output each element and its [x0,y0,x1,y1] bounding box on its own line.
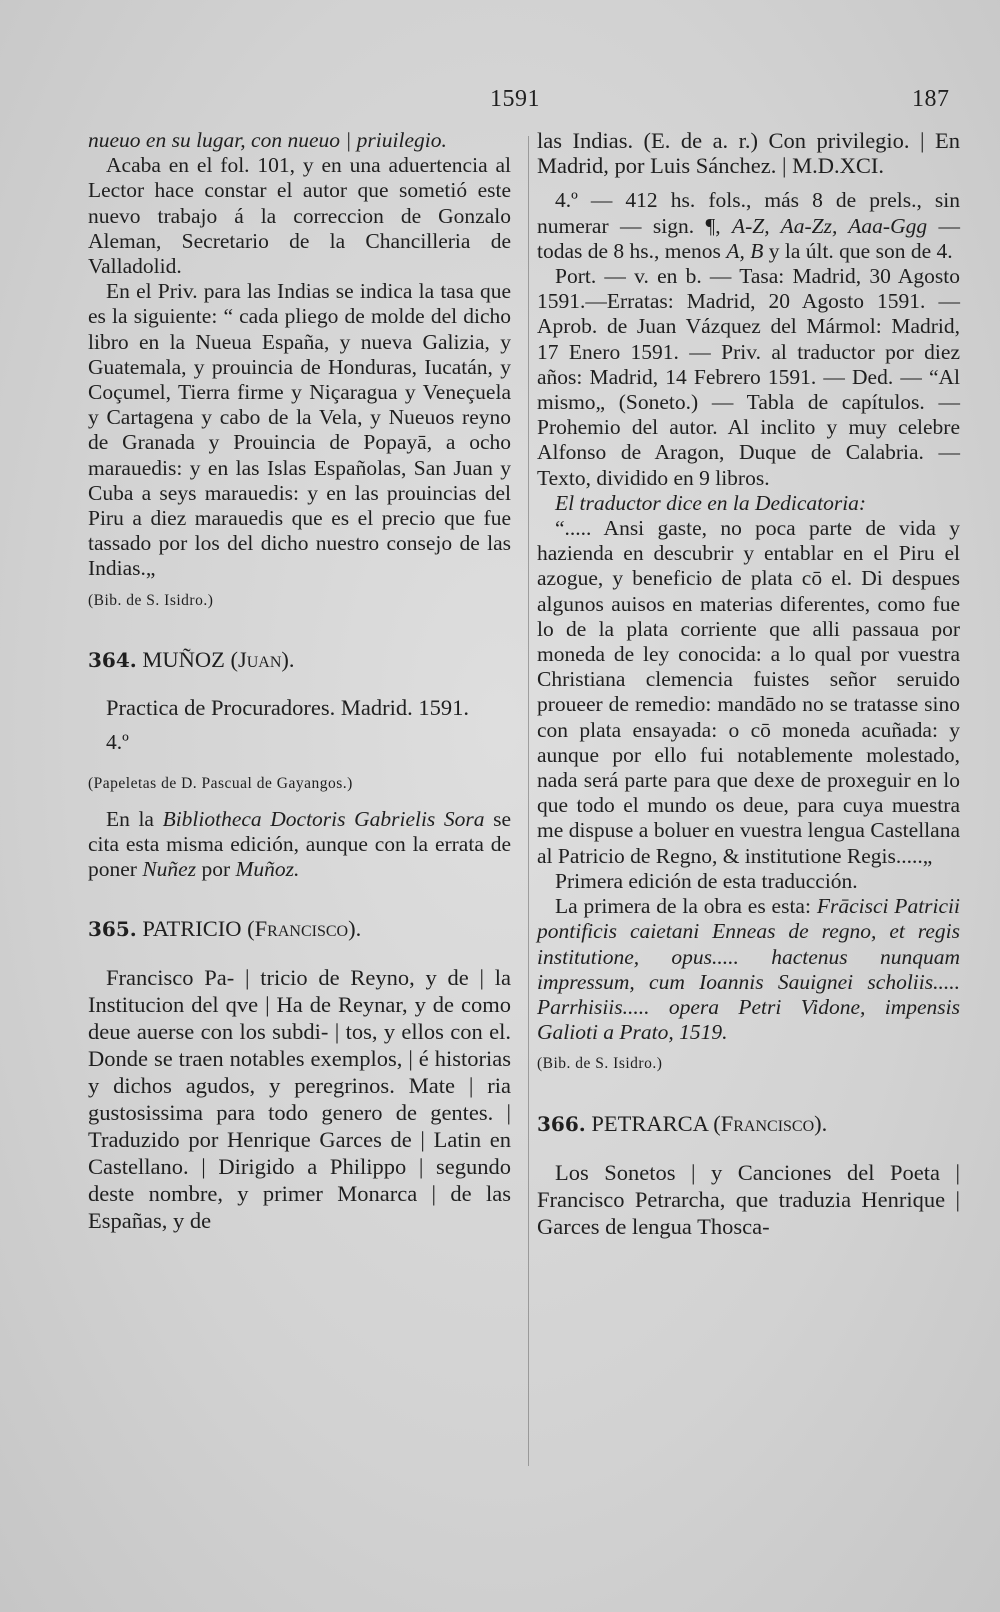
entry-author-first: (Juan). [230,646,295,672]
spacer [88,797,511,807]
collation-text: — todas de 8 hs., menos [537,213,960,263]
entry-author: PATRICIO [142,916,242,942]
left-column [88,128,511,1234]
spacer [88,942,511,964]
spacer [537,1137,960,1159]
entry-title-365: Francisco Pa- | tricio de Reyno, y de | la Institucion del qve | Ha de Reynar, y de como deue auerse con los subdi- | tos, y ellos con el. Donde se traen notables exemplos, | é historias y dichos agudos, y peregrinos. Mate | ria gustosissima para todo genero de gentes. | Traduzido por Henrique Garces de | Latin en Castellano. | Dirigido a Philippo | segundo deste nombre, y primer Monarca | de las Españas, y de [88,965,511,1234]
running-head-year: 1591 [490,86,540,112]
entry-heading-366 [537,1111,960,1137]
right-column [537,128,960,1240]
paragraph-privilege: En el Priv. para las Indias se indica la tasa que es la siguiente: “ cada pliego de molde del dicho libro en la Nueua España, y nueva Galizia, y Guatemala, y prouincia de Honduras, Iucatán, y Coçumel, Tierra firme y Niçaragua y Veneçuela y Cartagena y cabo de la Vela, y Nueuos reyno de Granada y Prouincia de Popayā, a ocho marauedis: y en las Islas Españolas, San Juan y Cuba a seys marauedis: y en las prouincias del Piru a diez marauedis que es el precio que fue tassado por los del dicho nuestro consejo de las Indias.„ [88,279,511,581]
entry-number: 366. [537,1111,586,1136]
entry-author: MUÑOZ [142,646,225,672]
note-italic: Nuñez [142,857,197,882]
entry-heading-365 [88,916,511,942]
note-italic: Muñoz. [235,857,300,882]
dedication-quote: “..... Ansi gaste, no poca parte de vida y hazienda en descubrir y entablar en el Piru el azogue, y beneficio de plata cō el. Di despues algunos auisos en materias diferentes, como fue lo de la plata corriente que alli passaua por moneda de ley conocida: a lo qual por vuestra Christiana clemencia fuistes señor seruido proueer de remedio: mandādo no se tratasse sino con plata ensayada: o cō moneda acuñada: y aunque por ello fui notablemente molestado, nada será parte para que dexe de proxeguir en lo que todo el mundo os deue, para cuya muestra me dispuse a boluer en vuestra lengua Castellana al Patricio de Regno, & institutione Regis.....„ [537,516,960,868]
collation-signatures: A, B [726,238,764,263]
source-citation: (Bib. de S. Isidro.) [88,591,214,609]
entry-title-364: Practica de Procuradores. Madrid. 1591. [106,695,470,721]
first-work-note [537,894,960,1045]
spacer [537,178,960,188]
entry-format-364: 4.º [106,730,129,755]
entry-author: PETRARCA [591,1110,708,1136]
first-edition-note: Primera edición de esta traducción. [555,868,858,893]
note-text: se cita esta misma edición, aunque con la errata de poner [88,806,511,882]
page-number: 187 [912,86,950,112]
collation-signatures: A-Z, Aa-Zz, Aaa-Ggg [731,213,928,238]
continued-title: las Indias. (E. de a. r.) Con privilegio. | En Madrid, por Luis Sánchez. | M.D.XCI. [537,128,960,179]
note-text: por [201,857,231,882]
paragraph-colophon: Acaba en el fol. 101, y en una aduertencia al Lector hace constar el autor que sometió este nuevo trabajo á la correccion de Gonzalo Aleman, Secretario de la Chancilleria de Valladolid. [88,153,511,279]
note-italic-title: Bibliotheca Doctoris Gabrielis Sora [162,806,485,831]
column-divider [528,136,529,1466]
entry-author-first: (Francisco). [247,916,362,942]
entry-number: 364. [88,647,137,672]
entry-heading-364 [88,647,511,673]
contents-description: Port. — v. en b. — Tasa: Madrid, 30 Agosto 1591.—Erratas: Madrid, 20 Agosto 1591. — Aprob. de Juan Vázquez del Mármol: Madrid, 17 Enero 1591. — Priv. al traductor por diez años: Madrid, 14 Febrero 1591. — Ded. — “Al mismo„ (Soneto.) — Tabla de capítulos. — Prohemio del autor. Al inclito y muy celebre Alfonso de Aragon, Duque de Calabria. — Texto, dividido en 9 libros. [537,264,960,490]
collation-text: 4.º — 412 hs. fols., más 8 de prels., sin numerar — sign. ¶, [537,188,960,238]
entry-note-364 [88,807,511,883]
entry-title-366: Los Sonetos | y Canciones del Poeta | Francisco Petrarcha, que traduzia Henrique | Garces de lengua Thosca- [537,1159,960,1239]
spacer [88,673,511,695]
entry-source-364: (Papeletas de D. Pascual de Gayangos.) [88,775,353,793]
collation-text: y la últ. que son de 4. [768,238,953,263]
entry-number: 365. [88,917,137,942]
note-text: La primera de la obra es esta: [555,894,811,919]
spacer [88,720,511,730]
collation [537,188,960,264]
source-citation: (Bib. de S. Isidro.) [537,1055,663,1073]
continued-title: nueuo en su lugar, con nueuo | priuilegio. [88,128,447,152]
note-text: En la [106,806,154,831]
note-italic-title: Frācisci Patricii pontificis caietani Enneas de regno, et regis institutione, opus..... hactenus nunquam impressum, cum Ioannis Sauignei scholiis..... Parrhisiis..... opera Petri Vidone, impensis Galioti a Prato, 1519. [537,894,960,1045]
entry-author-first: (Francisco). [713,1110,828,1136]
dedication-label: El traductor dice en la Dedicatoria: [555,490,867,515]
spacer [88,755,511,765]
